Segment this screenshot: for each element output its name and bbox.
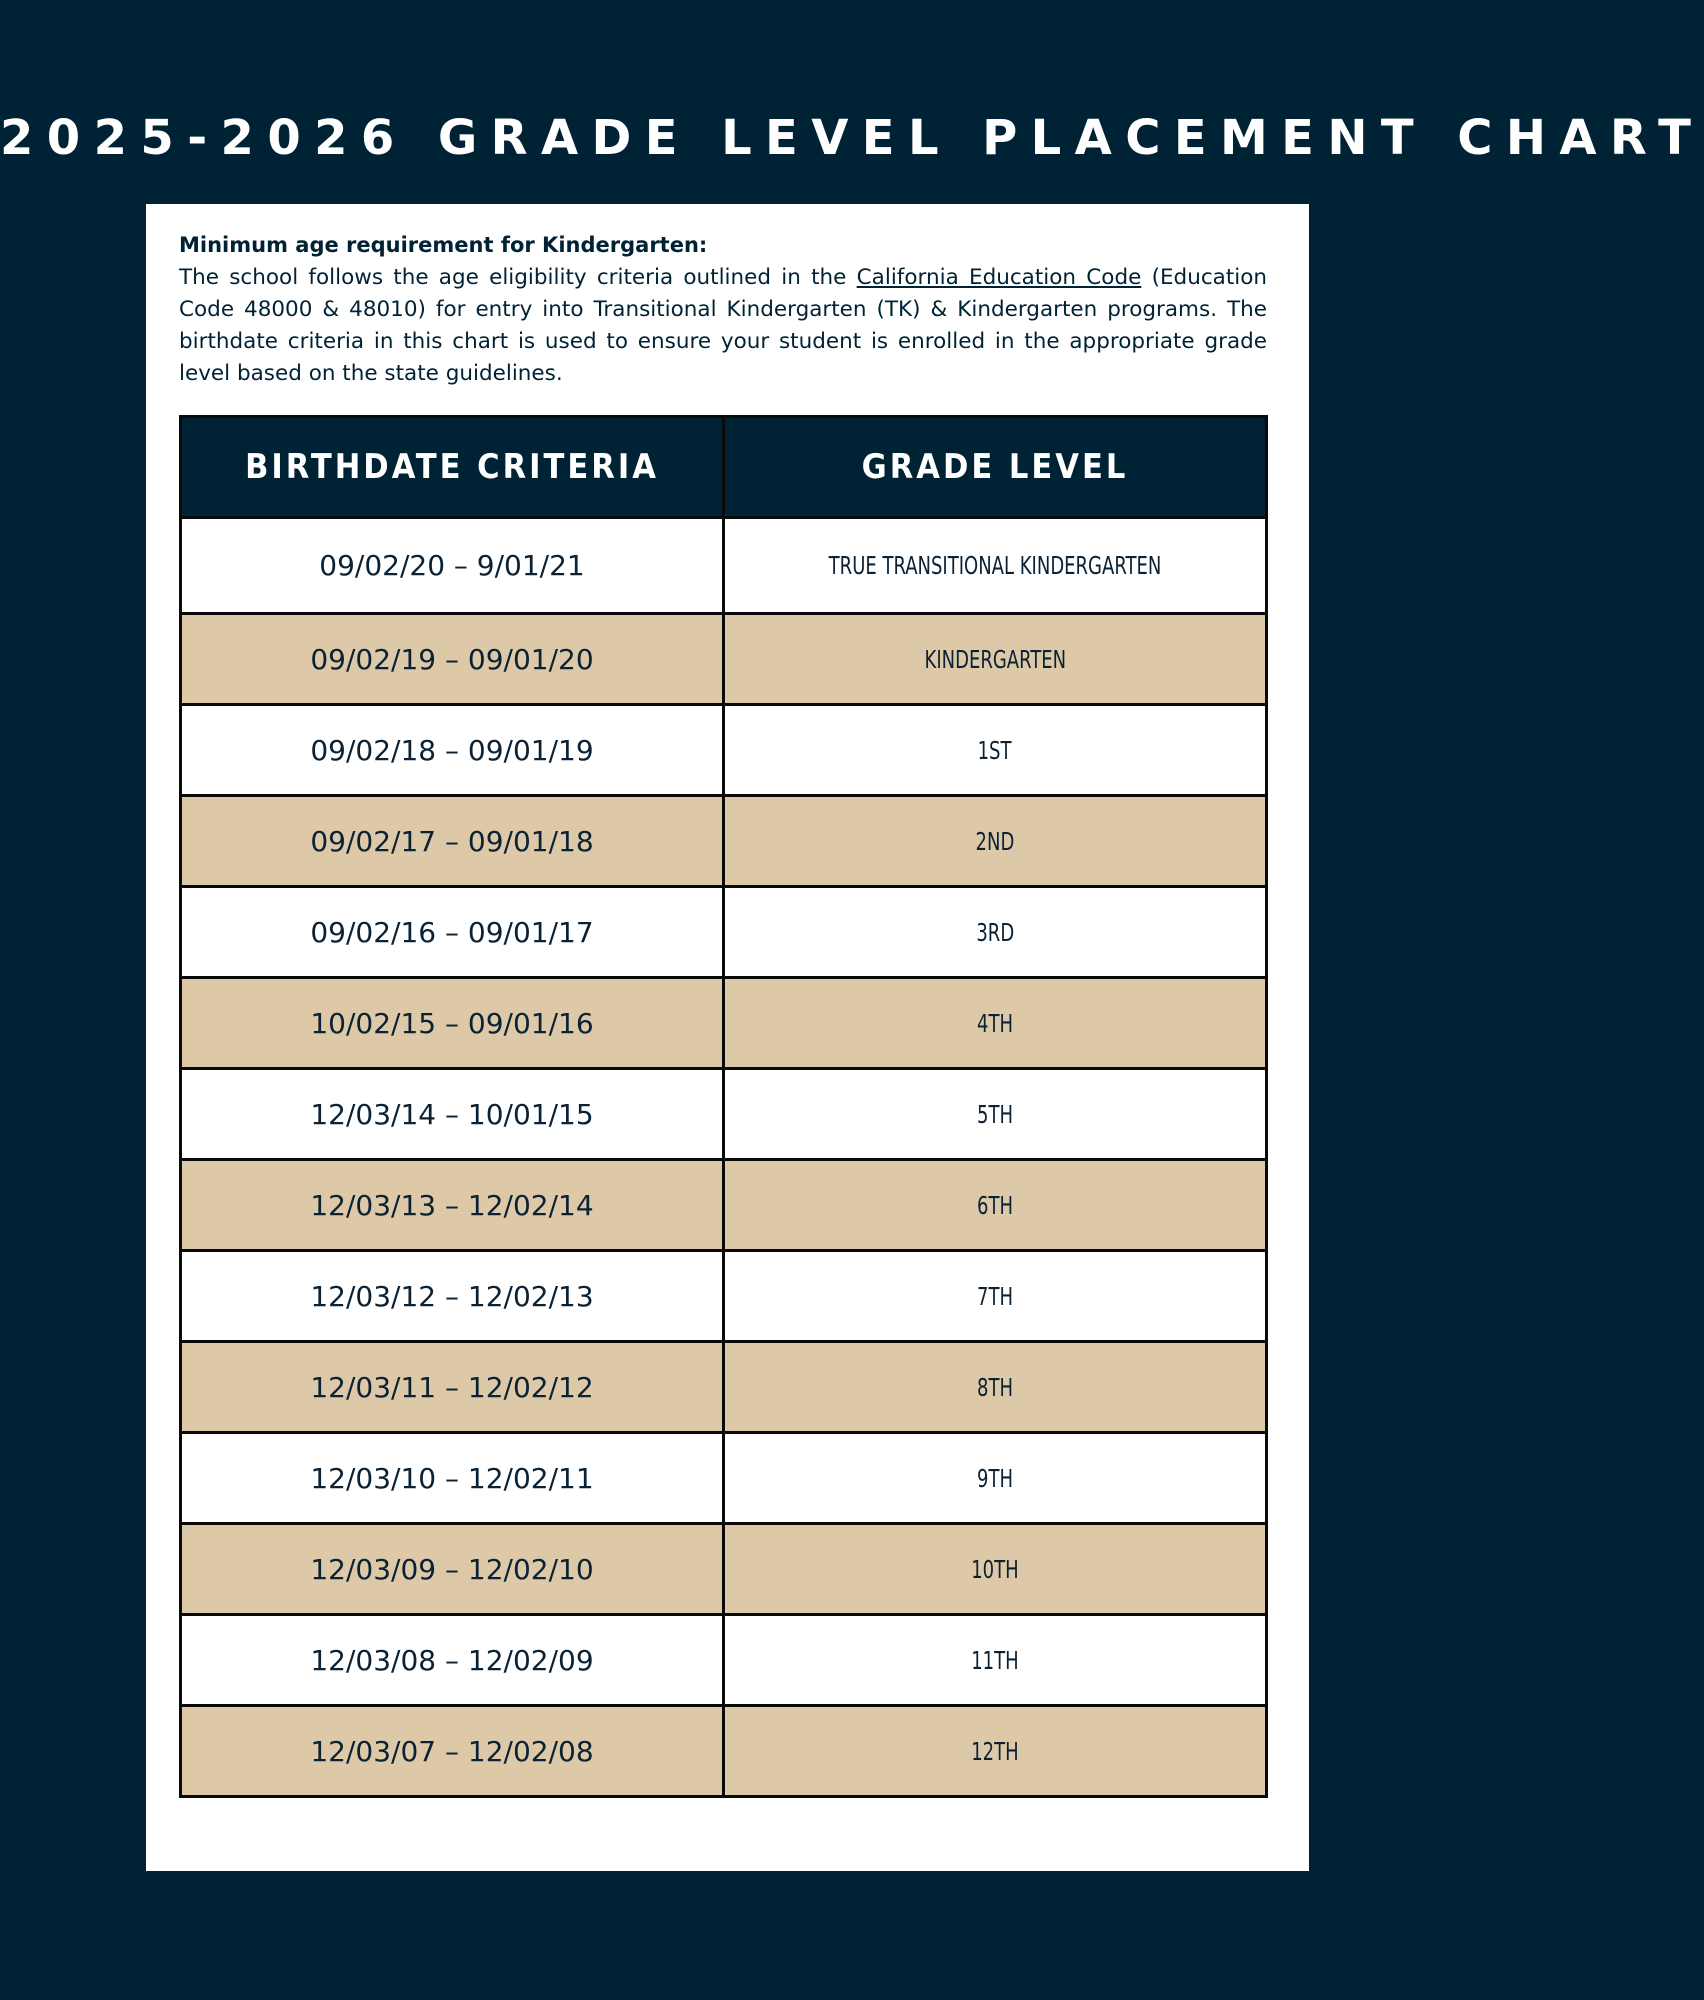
table-row [181,1615,1267,1706]
grade-cell [724,1069,1267,1160]
california-education-code-link[interactable]: California Education Code [856,265,1142,290]
birthdate-cell: 12/03/12 – 12/02/13 [181,1251,724,1342]
grade-label: KINDERGARTEN [924,644,1066,674]
birthdate-cell: 12/03/13 – 12/02/14 [181,1160,724,1251]
intro-section [179,230,1267,390]
table-header-row [181,417,1267,518]
birthdate-cell: 09/02/16 – 09/01/17 [181,887,724,978]
birthdate-cell: 09/02/18 – 09/01/19 [181,705,724,796]
birthdate-cell: 12/03/10 – 12/02/11 [181,1433,724,1524]
grade-label: 2ND [975,826,1015,856]
page-title: 2025-2026 GRADE LEVEL PLACEMENT CHART [0,110,1704,167]
table-row [181,796,1267,887]
grade-label: 5TH [976,1099,1013,1129]
grade-label: 7TH [976,1281,1013,1311]
intro-heading: Minimum age requirement for Kindergarten: [179,233,708,257]
table-row [181,887,1267,978]
birthdate-cell: 12/03/08 – 12/02/09 [181,1615,724,1706]
birthdate-cell: 12/03/14 – 10/01/15 [181,1069,724,1160]
header-birthdate-criteria: BIRTHDATE CRITERIA [181,417,724,518]
table-row [181,1160,1267,1251]
grade-cell [724,1342,1267,1433]
table-row [181,518,1267,614]
table-row [181,1251,1267,1342]
birthdate-cell: 10/02/15 – 09/01/16 [181,978,724,1069]
grade-label: 10TH [971,1554,1019,1584]
grade-cell [724,1524,1267,1615]
grade-label: 12TH [971,1736,1019,1766]
grade-label: 11TH [971,1645,1019,1675]
intro-paragraph [179,262,1267,390]
table-row [181,1433,1267,1524]
birthdate-cell: 12/03/11 – 12/02/12 [181,1342,724,1433]
table-row [181,1342,1267,1433]
grade-label: 3RD [976,917,1014,947]
placement-card [146,204,1309,1871]
grade-cell [724,1615,1267,1706]
grade-cell [724,614,1267,705]
table-row [181,978,1267,1069]
grade-cell [724,978,1267,1069]
grade-cell [724,705,1267,796]
placement-table [179,415,1268,1798]
grade-cell [724,1433,1267,1524]
birthdate-cell: 12/03/09 – 12/02/10 [181,1524,724,1615]
grade-cell [724,518,1267,614]
grade-label: 9TH [976,1463,1013,1493]
grade-cell [724,796,1267,887]
intro-text-before-link: The school follows the age eligibility criteria outlined in the [179,265,857,290]
birthdate-cell: 09/02/20 – 9/01/21 [181,518,724,614]
grade-cell [724,1160,1267,1251]
grade-label: 4TH [976,1008,1013,1038]
birthdate-cell: 12/03/07 – 12/02/08 [181,1706,724,1797]
table-row [181,1069,1267,1160]
table-row [181,614,1267,705]
table-row [181,1524,1267,1615]
header-grade-level: GRADE LEVEL [724,417,1267,518]
grade-label: 6TH [976,1190,1013,1220]
birthdate-cell: 09/02/17 – 09/01/18 [181,796,724,887]
grade-cell [724,887,1267,978]
grade-label: TRUE TRANSITIONAL KINDERGARTEN [828,551,1162,580]
birthdate-cell: 09/02/19 – 09/01/20 [181,614,724,705]
table-body [181,518,1267,1797]
grade-label: 8TH [976,1372,1013,1402]
grade-cell [724,1251,1267,1342]
intro-text-after-link: (Education Code 48000 & 48010) for entry into Transitional Kindergarten (TK) & Kindergarten programs. The birthdate criteria in this chart is used to ensure your student is enrolled in the appropriate grade level based on the state guidelines. [179,265,1267,386]
table-row [181,1706,1267,1797]
grade-label: 1ST [978,735,1012,765]
table-row [181,705,1267,796]
grade-cell [724,1706,1267,1797]
